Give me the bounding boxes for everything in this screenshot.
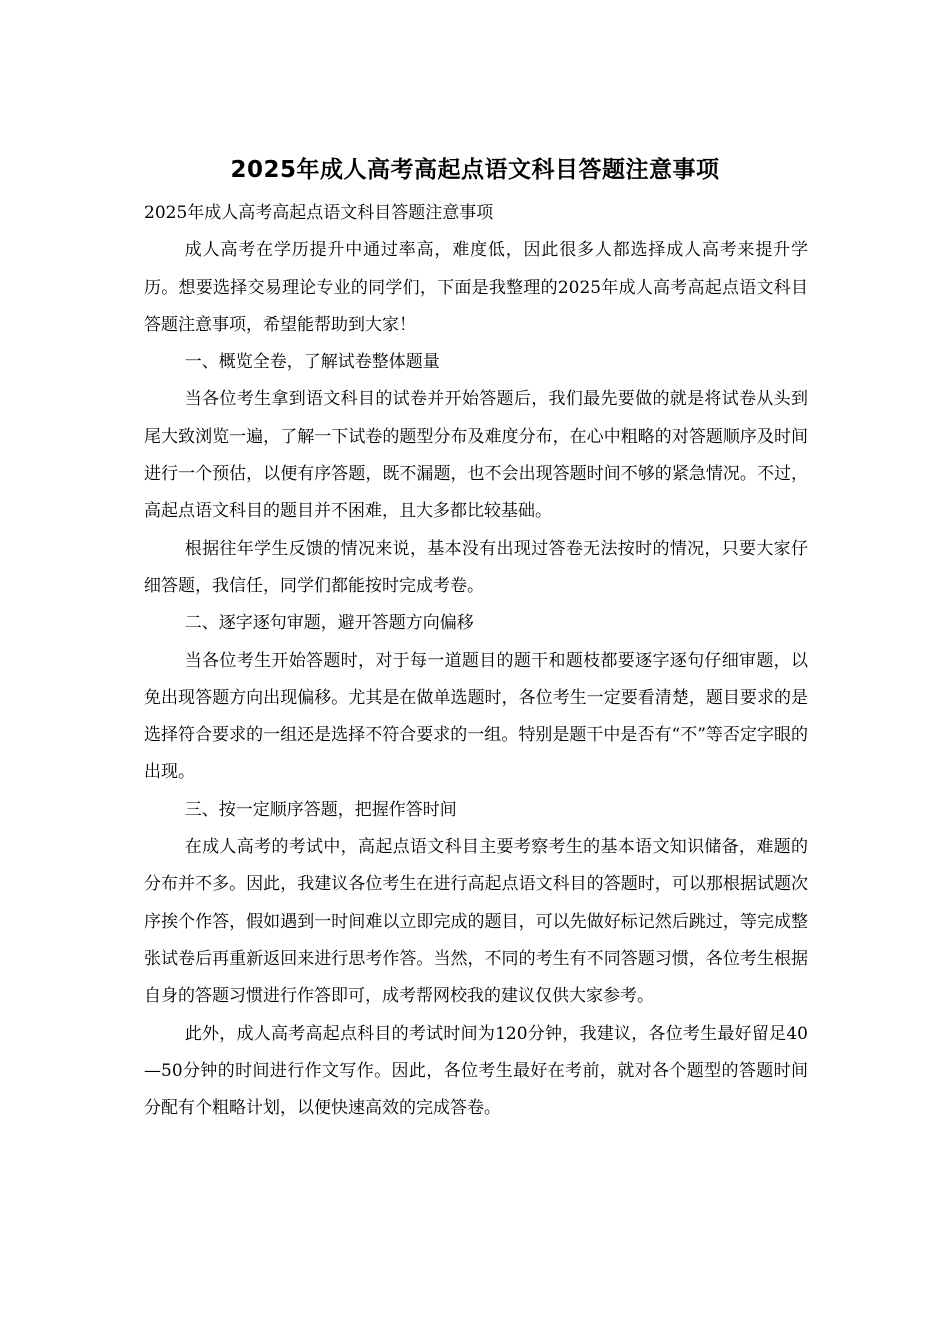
document-body bbox=[144, 195, 808, 1127]
section-2-paragraph-1: 当各位考生开始答题时，对于每一道题目的题干和题枝都要逐字逐句仔细审题，以免出现答题方向出现偏移。尤其是在做单选题时，各位考生一定要看清楚，题目要求的是选择符合要求的一组还是选择不符合要求的一组。特别是题干中是否有“不”等否定字眼的出现。 bbox=[144, 650, 808, 783]
section-heading-2: 二、逐字逐句审题，避开答题方向偏移 bbox=[184, 613, 474, 634]
section-1-paragraph-2: 根据往年学生反馈的情况来说，基本没有出现过答卷无法按时的情况，只要大家仔细答题，我信任，同学们都能按时完成考卷。 bbox=[144, 538, 808, 596]
section-3-paragraph-2: 此外，成人高考高起点科目的考试时间为120分钟，我建议，各位考生最好留足40—50分钟的时间进行作文写作。因此，各位考生最好在考前，就对各个题型的答题时间分配有个粗略计划，以便快速高效的完成答卷。 bbox=[144, 1023, 808, 1119]
section-3-paragraph-1: 在成人高考的考试中，高起点语文科目主要考察考生的基本语文知识储备，难题的分布并不多。因此，我建议各位考生在进行高起点语文科目的答题时，可以那根据试题次序挨个作答，假如遇到一时间难以立即完成的题目，可以先做好标记然后跳过，等完成整张试卷后再重新返回来进行思考作答。当然，不同的考生有不同答题习惯，各位考生根据自身的答题习惯进行作答即可，成考帮网校我的建议仅供大家参考。 bbox=[144, 837, 808, 1007]
section-heading-3: 三、按一定顺序答题，把握作答时间 bbox=[184, 799, 457, 820]
subtitle-paragraph: 2025年成人高考高起点语文科目答题注意事项 bbox=[144, 203, 494, 223]
document-title: 2025年成人高考高起点语文科目答题注意事项 bbox=[230, 157, 720, 183]
intro-paragraph: 成人高考在学历提升中通过率高，难度低，因此很多人都选择成人高考来提升学历。想要选择交易理论专业的同学们，下面是我整理的2025年成人高考高起点语文科目答题注意事项，希望能帮助到大家！ bbox=[144, 240, 808, 335]
section-heading-1: 一、概览全卷，了解试卷整体题量 bbox=[184, 352, 440, 373]
section-1-paragraph-1: 当各位考生拿到语文科目的试卷并开始答题后，我们最先要做的就是将试卷从头到尾大致浏览一遍，了解一下试卷的题型分布及难度分布，在心中粗略的对答题顺序及时间进行一个预估，以便有序答题，既不漏题，也不会出现答题时间不够的紧急情况。不过，高起点语文科目的题目并不困难，且大多都比较基础。 bbox=[144, 389, 808, 522]
